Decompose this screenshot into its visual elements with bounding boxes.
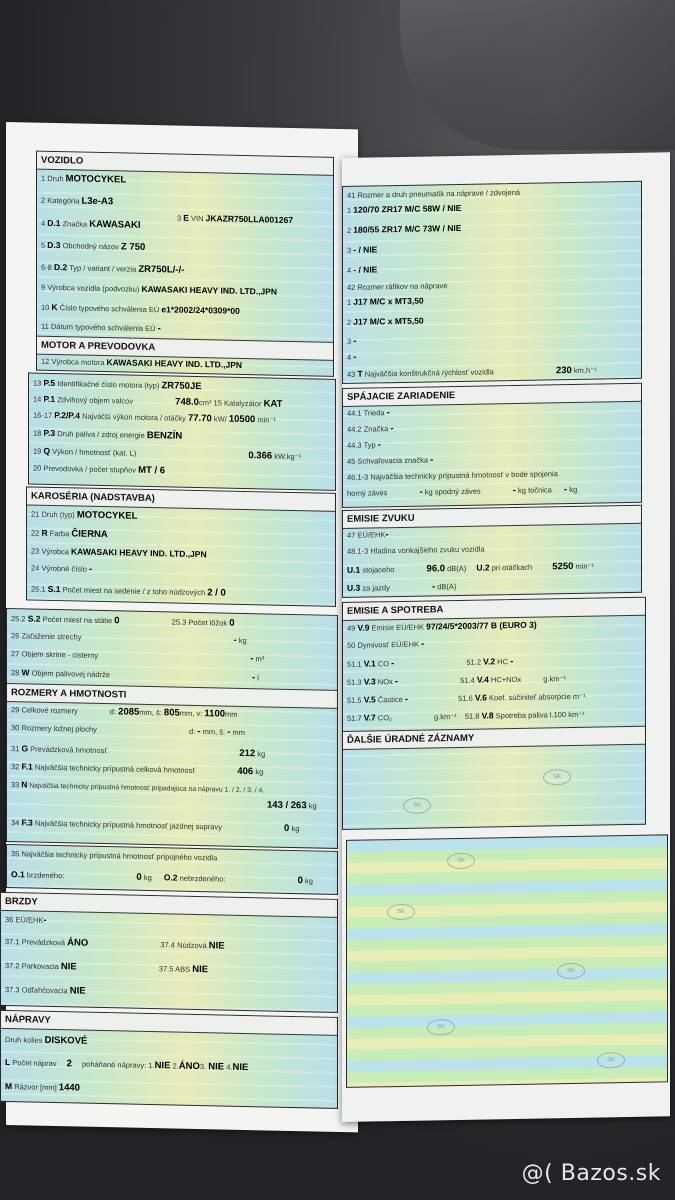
row-objem-nadrze: 28 W Objem palivovej nádrže - l xyxy=(11,667,259,684)
section-pripojne-vozidlo xyxy=(6,844,338,895)
section-karoseria xyxy=(26,486,336,606)
section-rozmery xyxy=(6,608,338,849)
row-rafik-4: 4 - xyxy=(347,351,357,363)
section-header: SPÁJACIE ZARIADENIE xyxy=(343,384,641,407)
row-druh-paliva: 18 P.3 Druh paliva / zdroj energie BENZÍN xyxy=(33,427,183,442)
row-hmotnost-naprava-value: 143 / 263 kg xyxy=(267,799,317,812)
row-pneu-4: 4 - / NIE xyxy=(347,264,378,275)
row-odlahcovacia-brzda: 37.3 Odľahčovacia NIE xyxy=(5,984,86,997)
row-objem-skrine: 27 Objem skrine - cisterny - m³ xyxy=(11,649,265,665)
row-vyrobca-vozidla: 9 Výrobca vozidla (podvozku) KAWASAKI HEAVY IND. LTD.,JPN xyxy=(41,282,278,297)
row-cislo-motora: 13 P.5 Identifikačné číslo motora (typ) ZR750JE xyxy=(33,377,202,393)
row-rozmer-rafikov: 42 Rozmer ráfikov na náprave xyxy=(347,281,448,292)
row-celkova-hmotnost: 32 F.1 Najväčšia technicky prípustná celková hmotnosť 406 kg xyxy=(11,761,264,778)
row-pneu-1: 1 120/70 ZR17 M/C 58W / NIE xyxy=(347,202,462,215)
sk-emblem: SK xyxy=(543,769,571,785)
row-rafik-1: 1 J17 M/C x MT3,50 xyxy=(347,295,424,307)
row-miesta-statie: 25.2 S.2 Počet miest na státie 0 25.3 Počet lôžok 0 xyxy=(11,613,235,629)
row-rafik-3: 3 - xyxy=(347,335,357,347)
row-typ: 6-8 D.2 Typ / variant / verzia ZR750L/-/- xyxy=(41,262,185,276)
bazos-watermark: @( Bazos.sk xyxy=(521,1161,661,1186)
row-pocet-miest-sedenie: 25.1 S.1 Počet miest na sedenie / z toho núdzových 2 / 0 xyxy=(31,583,226,599)
document-right-page xyxy=(342,152,670,1122)
row-pneu-2: 2 180/55 ZR17 M/C 73W / NIE xyxy=(347,222,462,235)
row-vyrobca-motora: 12 Výrobca motora KAWASAKI HEAVY IND. LTD.,JPN xyxy=(41,356,243,370)
section-vozidlo xyxy=(36,151,334,377)
row-parkovacia-brzda: 37.2 Parkovacia NIE 37.5 ABS NIE xyxy=(5,960,209,976)
section-emisie-zvuku xyxy=(342,505,642,598)
row-co2-spotreba: 51.7 V.7 CO₂ g.km⁻¹ 51.8 V.8 Spotreba paliva l.100 km⁻¹ xyxy=(347,709,585,723)
sk-emblem: SK xyxy=(557,963,585,979)
section-napravy xyxy=(0,1010,338,1109)
sk-emblem: SK xyxy=(447,853,475,869)
row-druh-kolies: Druh kolies DISKOVÉ xyxy=(5,1034,88,1047)
row-typ-spaj: 44.3 Typ - xyxy=(347,439,381,451)
section-emisie-spotreba xyxy=(342,597,646,830)
row-za-jazdy: U.3 za jazdy - dB(A) xyxy=(347,581,457,593)
section-header-dalsie: ĎALŠIE ÚRADNÉ ZÁZNAMY xyxy=(343,726,645,750)
row-hladina-zvuku: 48.1-3 Hladina vonkajšieho zvuku vozidla xyxy=(347,544,485,556)
row-zatazenie-strechy: 26 Zaťaženie strechy - kg xyxy=(11,631,247,646)
row-zavesy: horný záves - kg spodný záves - kg točnica - kg xyxy=(347,484,578,498)
row-brzdene: O.1 brzdeného: 0 kg O.2 nebrzdeného: 0 kg xyxy=(11,869,313,887)
row-rozmery-loznej-plochy: 30 Rozmery ložnej plochy d: - mm, š: - mm xyxy=(11,723,245,738)
row-pocet-naprav: L Počet náprav 2 poháňané nápravy: 1.NIE 2.ÁNO3. NIE 4.NIE xyxy=(5,1056,249,1074)
row-obchodny-nazov: 5 D.3 Obchodný názov Z 750 xyxy=(41,239,146,253)
sk-emblem: SK xyxy=(403,797,431,813)
row-vykon-motora: 16-17 P.2/P.4 Najväčší výkon motora / otáčky 77.70 kW/ 10500 min⁻¹ xyxy=(33,410,276,426)
row-vyrobca-karoserie: 23 Výrobca KAWASAKI HEAVY IND. LTD.,JPN xyxy=(31,546,207,560)
section-header-rozmery: ROZMERY A HMOTNOSTI xyxy=(7,683,337,709)
section-pneumatiky xyxy=(342,181,642,384)
row-eu-ehk: 36 EÚ/EHK- xyxy=(5,914,47,926)
sk-emblem: SK xyxy=(387,904,415,920)
section-header-motor: MOTOR A PREVODOVKA xyxy=(37,336,333,361)
row-znacka-spaj: 44.2 Značka - xyxy=(347,423,394,435)
row-dymivost: 50 Dymivosť EÚ/EHK - xyxy=(347,638,425,650)
row-datum-schvalenia: 11 Dátum typového schválenia EÚ - xyxy=(41,321,161,335)
row-vin: 3 E VIN JKAZR750LLA001267 xyxy=(177,212,294,226)
section-motor xyxy=(28,372,336,490)
row-vyrobne-cislo: 24 Výrobné číslo - xyxy=(31,563,93,575)
row-pneu-3: 3 - / NIE xyxy=(347,244,378,255)
row-druh: 1 Druh MOTOCYKEL xyxy=(41,173,127,186)
row-hmotnost-supravy: 34 F.3 Najväčšia technicky prípustná hmotnosť jazdnej supravy 0 kg xyxy=(11,817,300,834)
row-rozmer-pneu: 41 Rozmer a druh pneumatík na náprave / zdvojená xyxy=(347,187,521,200)
row-razvor: M Rázvor [mm] 1440 xyxy=(5,1080,80,1094)
section-header: KAROSÉRIA (NADSTAVBA) xyxy=(27,487,335,511)
section-header: BRZDY xyxy=(1,893,337,918)
sk-emblem: SK xyxy=(597,1052,625,1068)
row-castice: 51.5 V.5 Častice - 51.6 V.6 Koef. súčiniteľ absorpcie m⁻¹ xyxy=(347,691,586,705)
row-druh-typ: 21 Druh (typ) MOTOCYKEL xyxy=(31,509,138,522)
section-header: EMISIE ZVUKU xyxy=(343,506,641,529)
row-prevadzkova-hmotnost: 31 G Prevádzková hmotnosť 212 kg xyxy=(11,743,266,760)
section-header: EMISIE A SPOTREBA xyxy=(343,598,645,621)
row-trieda: 44.1 Trieda - xyxy=(347,407,390,419)
section-spajacie-zariadenie xyxy=(342,383,642,508)
row-co-hc: 51.1 V.1 CO - 51.2 V.2 HC - xyxy=(347,656,514,670)
row-vykon-hmotnost: 19 Q Výkon / hmotnosť (kat. L) 0.366 kW.kg⁻¹ xyxy=(33,445,302,462)
row-rafik-2: 2 J17 M/C x MT5,50 xyxy=(347,315,424,327)
row-hmotnost-bod-spojenia: 46.1-3 Najväčšia technicky prípustná hmotnosť v bode spojenia xyxy=(347,469,558,482)
row-hluk-eu-ehk: 47 EÚ/EHK- xyxy=(347,529,389,541)
row-prevodovka: 20 Prevodovka / počet stupňov MT / 6 xyxy=(33,463,166,477)
row-nox: 51.3 V.3 NOx - 51.4 V.4 HC+NOx g.km⁻¹ xyxy=(347,674,566,688)
row-pripojne-vozidlo: 35 Najväčšia technicky prípustná hmotnosť prípojného vozidla xyxy=(11,849,218,863)
section-header: VOZIDLO xyxy=(37,152,333,176)
document-left-page xyxy=(6,122,358,1132)
row-kategoria: 2 Kategória L3e-A3 xyxy=(41,195,114,208)
row-typove-schvalenie: 10 K Číslo typového schválenia EÚ e1*2002/24*0309*00 xyxy=(41,301,240,316)
sk-emblem: SK xyxy=(427,1019,455,1035)
row-stojace: U.1 stojaceho 96.0 dB(A) U.2 pri otáčkach 5250 min⁻¹ xyxy=(347,560,595,575)
row-prevadzkova-brzda: 37.1 Prevádzková ÁNO 37.4 Núdzová NIE xyxy=(5,936,225,952)
row-celkove-rozmery: 29 Celkové rozmery d: 2085mm, š: 805mm, v: 1100mm xyxy=(11,705,238,720)
row-emisie-eu-ehk: 49 V.9 Emisie EÚ/EHK 97/24/5*2003/77 B (EURO 3) xyxy=(347,619,537,633)
row-farba: 22 R Farba ČIERNA xyxy=(31,527,108,541)
section-header: NÁPRAVY xyxy=(1,1011,337,1036)
row-max-rychlost: 43 T Najväčšia konštrukčná rýchlosť vozidla 230 km.h⁻¹ xyxy=(347,364,597,379)
row-znacka: 4 D.1 Značka KAWASAKI xyxy=(41,217,141,231)
row-objem-valcov: 14 P.1 Zdvihový objem valcov 748.0cm³ 15 Katalyzátor KAT xyxy=(33,393,283,410)
section-blank xyxy=(346,834,668,1088)
section-brzdy xyxy=(0,892,338,1013)
row-schvalovacia-znacka: 45 Schvaľovacia značka - xyxy=(347,454,434,466)
row-hmotnost-naprava: 33 N Najväčšia technicky prípustná hmotnosť pripadajúca na nápravu 1. / 2. / 3. / 4. xyxy=(11,779,265,795)
